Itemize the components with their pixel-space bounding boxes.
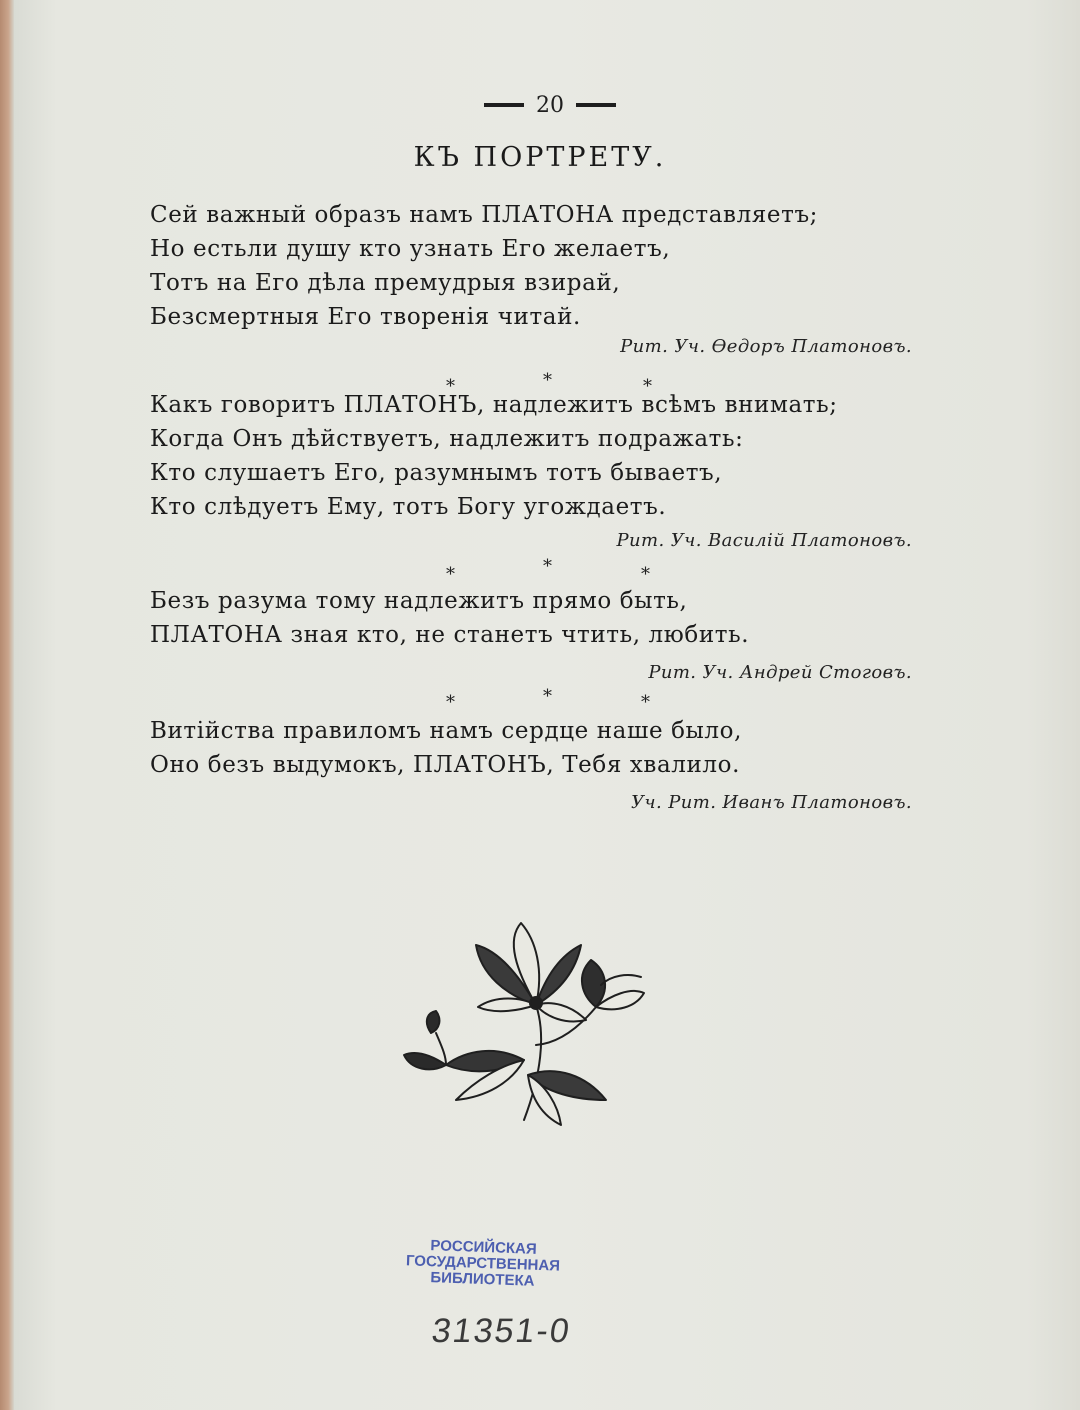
signature-2: Рит. Уч. Василій Платоновъ. <box>616 530 912 551</box>
verse-line: Тотъ на Его дѣла премудрыя взирай, <box>150 270 621 296</box>
star-mark: * <box>641 564 650 585</box>
separator-stars-3 <box>0 686 1080 713</box>
stanza-1 <box>150 198 818 334</box>
page-number-header <box>470 88 630 122</box>
flower-vignette-icon <box>396 915 666 1130</box>
right-dash <box>576 103 616 107</box>
stanza-4 <box>150 714 742 782</box>
verse-line: ПЛАТОНА зная кто, не станетъ чтить, любить. <box>150 622 750 648</box>
signature-4: Уч. Рит. Иванъ Платоновъ. <box>630 792 912 813</box>
poem-title: КЪ ПОРТРЕТУ. <box>413 142 667 173</box>
library-stamp <box>402 1237 564 1291</box>
verse-line: Кто слушаетъ Его, разумнымъ тотъ бываетъ, <box>150 460 723 486</box>
verse-line: Витійства правиломъ намъ сердце наше было, <box>150 718 742 744</box>
separator-stars-1 <box>0 370 1080 397</box>
star-mark: * <box>643 376 652 397</box>
star-mark: * <box>446 692 455 713</box>
signature-1: Рит. Уч. Ѳедоръ Платоновъ. <box>620 336 912 357</box>
inventory-number: 31351-0 <box>429 1312 574 1350</box>
verse-line: Но естьли душу кто узнать Его желаетъ, <box>150 236 671 262</box>
stamp-line: РОССИЙСКАЯ <box>430 1237 537 1258</box>
verse-line: Какъ говоритъ ПЛАТОНЪ, надлежитъ всѣмъ внимать; <box>150 392 838 418</box>
verse-line: Кто слѣдуетъ Ему, тотъ Богу угождаетъ. <box>150 494 667 520</box>
verse-line: Оно безъ выдумокъ, ПЛАТОНЪ, Тебя хвалило. <box>150 752 740 778</box>
verse-line: Безъ разума тому надлежитъ прямо быть, <box>150 588 688 614</box>
separator-stars-2 <box>0 556 1080 585</box>
stanza-3 <box>150 584 749 652</box>
star-mark: * <box>446 376 455 397</box>
stanza-2 <box>150 388 838 524</box>
left-dash <box>484 103 524 107</box>
star-mark: * <box>641 692 650 713</box>
signature-3: Рит. Уч. Андрей Стоговъ. <box>648 662 912 683</box>
star-mark: * <box>543 556 552 577</box>
stamp-line: ГОСУДАРСТВЕННАЯ <box>405 1252 561 1275</box>
verse-line: Сей важный образъ намъ ПЛАТОНА представляетъ; <box>150 202 819 228</box>
stamp-line: БИБЛИОТЕКА <box>430 1269 535 1290</box>
verse-line: Когда Онъ дѣйствуетъ, надлежитъ подражать: <box>150 426 744 452</box>
star-mark: * <box>446 564 455 585</box>
verse-line: Безсмертныя Его творенія читай. <box>150 304 581 330</box>
star-mark: * <box>543 686 552 707</box>
star-mark: * <box>543 370 552 391</box>
page-number: 20 <box>536 92 564 118</box>
